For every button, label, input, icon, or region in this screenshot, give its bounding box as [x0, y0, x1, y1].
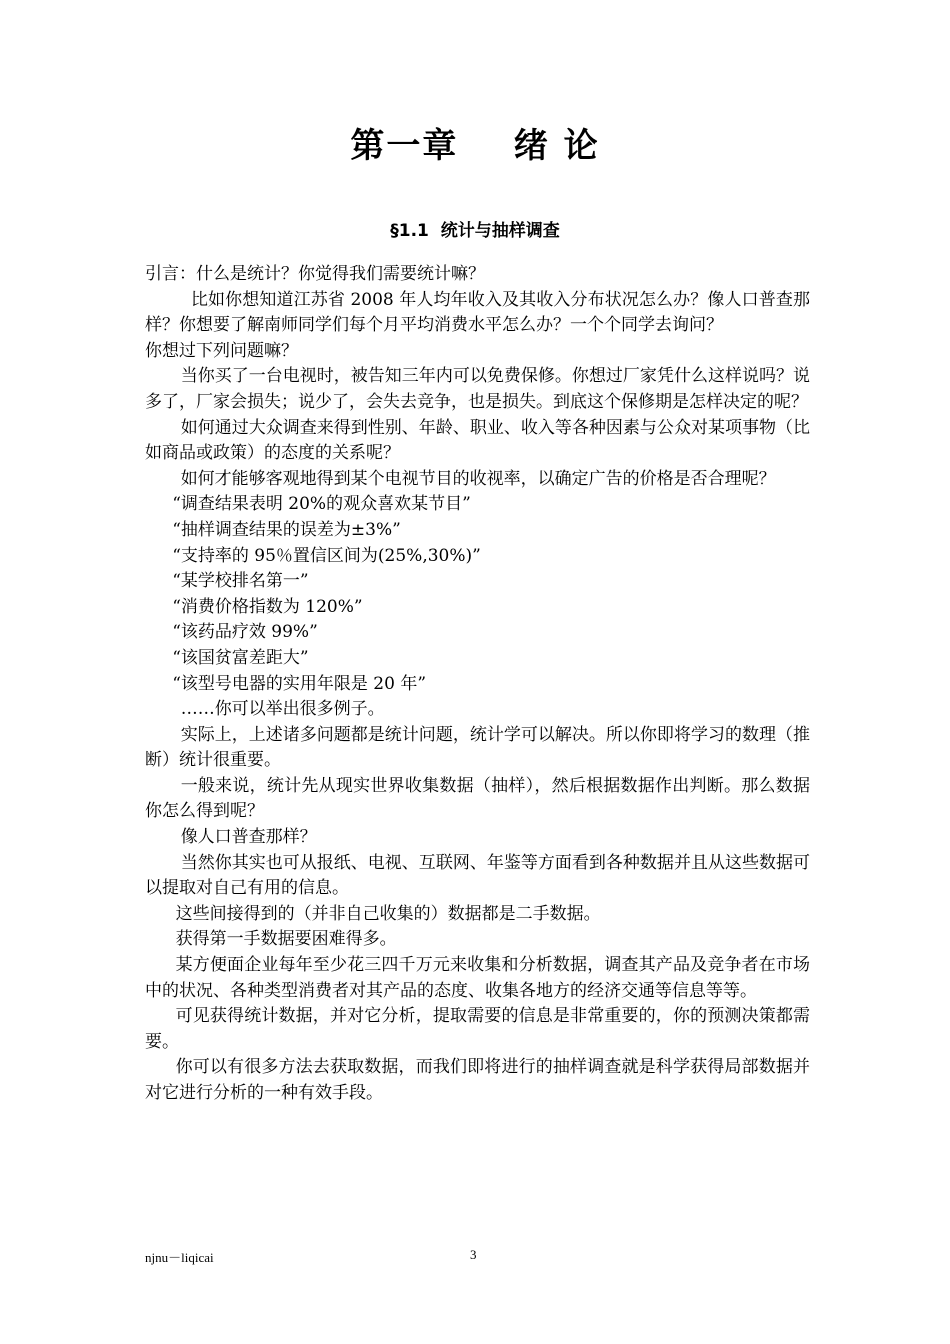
paragraph: 如何才能够客观地得到某个电视节目的收视率，以确定广告的价格是否合理呢？: [180, 468, 776, 489]
page-number: 3: [470, 1247, 477, 1262]
quote-item: “该型号电器的实用年限是 20 年”: [172, 673, 427, 694]
quote-item: “该国贫富差距大”: [172, 647, 309, 668]
quote-item: “调查结果表明 20%的观众喜欢某节目”: [172, 494, 471, 515]
paragraph: 当然你其实也可从报纸、电视、互联网、年鉴等方面看到各种数据并且从这些数据可以提取对自己有用的信息。: [145, 852, 810, 899]
paragraph: 当你买了一台电视时，被告知三年内可以免费保修。你想过厂家凭什么这样说吗？说多了，厂家会损失；说少了，会失去竞争，也是损失。到底这个保修期是怎样决定的呢？: [145, 366, 810, 412]
chapter-title: 第一章 绪 论: [350, 126, 600, 166]
paragraph: 可见获得统计数据，并对它分析，提取需要的信息是非常重要的，你的预测决策都需要。: [145, 1006, 810, 1052]
paragraph: 你想过下列问题嘛？: [145, 340, 298, 361]
quote-item: “消费价格指数为 120%”: [172, 596, 363, 617]
section-title: §1.1 统计与抽样调查: [390, 221, 560, 241]
quote-item: “某学校排名第一”: [172, 571, 309, 592]
body-text: [145, 262, 810, 1107]
paragraph: 如何通过大众调查来得到性别、年龄、职业、收入等各种因素与公众对某项事物（比如商品或政策）的态度的关系呢？: [145, 417, 810, 464]
intro-question: 引言：什么是统计？你觉得我们需要统计嘛？: [145, 264, 485, 284]
paragraph: 这些间接得到的（并非自己收集的）数据都是二手数据。: [175, 903, 601, 924]
quote-item: “该药品疗效 99%”: [172, 622, 318, 643]
paragraph: 像人口普查那样？: [180, 827, 317, 848]
paragraph: 你可以有很多方法去获取数据，而我们即将进行的抽样调查就是科学获得局部数据并对它进行分析的一种有效手段。: [145, 1057, 810, 1103]
paragraph: 某方便面企业每年至少花三四千万元来收集和分析数据，调查其产品及竞争者在市场中的状况、各种类型消费者对其产品的态度、收集各地方的经济交通等信息等等。: [145, 955, 810, 1001]
quote-item: “支持率的 95％置信区间为(25%,30%)”: [172, 545, 481, 566]
quote-item: “抽样调查结果的误差为±3%”: [172, 519, 401, 540]
paragraph: ……你可以举出很多例子。: [180, 699, 385, 720]
paragraph: 比如你想知道江苏省 2008 年人均年收入及其收入分布状况怎么办？像人口普查那样？你想要了解南师同学们每个月平均消费水平怎么办？一个个同学去询问？: [145, 289, 810, 336]
paragraph: 获得第一手数据要困难得多。: [175, 929, 397, 950]
paragraph: 一般来说，统计先从现实世界收集数据（抽样），然后根据数据作出判断。那么数据你怎么得到呢？: [145, 775, 810, 822]
footer-author: njnu－liqicai: [145, 1250, 214, 1265]
paragraph: 实际上，上述诸多问题都是统计问题，统计学可以解决。所以你即将学习的数理（推断）统计很重要。: [145, 724, 810, 771]
